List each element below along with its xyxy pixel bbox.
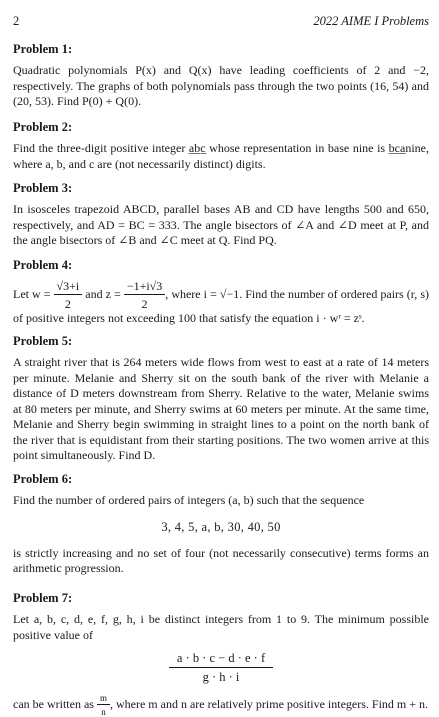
problem-text: Quadratic polynomials P(x) and Q(x) have leading coefficients of 2 and −2, respectively. The graphs of both polynomials pass through the two points (16, 54) and (20, 53). Find P(0) + Q(0).: [13, 63, 429, 108]
m-over-n-fraction: [97, 693, 110, 717]
problem-text: is strictly increasing and no set of four (not necessarily consecutive) terms forms an arithmetic progression.: [13, 545, 429, 575]
text-segment: can be written as: [13, 696, 97, 711]
m-numerator: m: [97, 693, 110, 705]
text-segment: , where m and n are relatively prime positive integers. Find m + n.: [109, 696, 429, 711]
problem-6: [13, 471, 429, 577]
problem-title: Problem 7:: [13, 591, 73, 605]
problem-1: [13, 41, 429, 110]
problem-title: Problem 3:: [13, 181, 73, 195]
w-denominator: 2: [64, 297, 71, 311]
fraction-denominator: g · h · i: [202, 670, 240, 684]
header-title: 2022 AIME I Problems: [313, 14, 429, 28]
problem-title: Problem 6:: [13, 472, 73, 486]
problem-text: In isosceles trapezoid ABCD, parallel bases AB and CD have lengths 500 and 650, respectively, and AD = BC = 333. The angle bisectors of ∠A and ∠D meet at P, and the angle bisectors of ∠B and ∠C meet at Q. Find PQ.: [13, 202, 429, 247]
fraction-numerator: a · b · c − d · e · f: [169, 651, 273, 668]
w-numerator: √3+i: [54, 279, 83, 295]
z-lhs: and z =: [82, 286, 124, 301]
problem-4-rest: , where i = √−1. Find the number of ordered pairs (r, s) of positive integers not exceeding 100 that satisfy the equation i · wʳ = zˢ.: [13, 286, 429, 325]
problem-7: [13, 590, 429, 717]
w-lhs: Let w =: [13, 286, 54, 301]
problem-text: Let a, b, c, d, e, f, g, h, i be distinct integers from 1 to 9. The minimum possible positive value of: [13, 612, 429, 642]
display-fraction: [13, 651, 429, 684]
problem-4: [13, 257, 429, 326]
problem-5: [13, 333, 429, 464]
z-denominator: 2: [141, 297, 148, 311]
n-denominator: n: [101, 707, 106, 717]
problem-title: Problem 5:: [13, 334, 73, 348]
problem-text: A straight river that is 264 meters wide flows from west to east at a rate of 14 meters per minute. Melanie and Sherry sit on the south bank of the river with Melanie a distance of D meters downstream from Sherry. Relative to the water, Melanie swims at 80 meters per minute, and Sherry swims at 60 meters per minute. At the same time, Melanie and Sherry begin swimming in straight lines to a point on the north bank of the river that is equidistant from their starting positions. The two women arrive at this point simultaneously. Find D.: [13, 355, 429, 462]
fraction: [169, 651, 273, 684]
problem-2: [13, 119, 429, 172]
w-fraction: [54, 279, 83, 311]
page-number: 2: [13, 14, 20, 28]
problem-title: Problem 4:: [13, 258, 73, 272]
problem-text: Find the three-digit positive integer a̲b̲c̲ whose representation in base nine is b̲c̲a̲nine, where a, b, and c are (not necessarily distinct) digits.: [13, 141, 429, 171]
z-numerator: −1+i√3: [124, 279, 165, 295]
z-fraction: [124, 279, 165, 311]
problem-title: Problem 2:: [13, 120, 73, 134]
sequence-display: 3, 4, 5, a, b, 30, 40, 50: [161, 519, 281, 534]
problem-title: Problem 1:: [13, 42, 73, 56]
problem-text: [13, 279, 429, 326]
problem-3: [13, 180, 429, 249]
problem-text: [13, 693, 429, 717]
problem-text: Find the number of ordered pairs of integers (a, b) such that the sequence: [13, 493, 365, 507]
